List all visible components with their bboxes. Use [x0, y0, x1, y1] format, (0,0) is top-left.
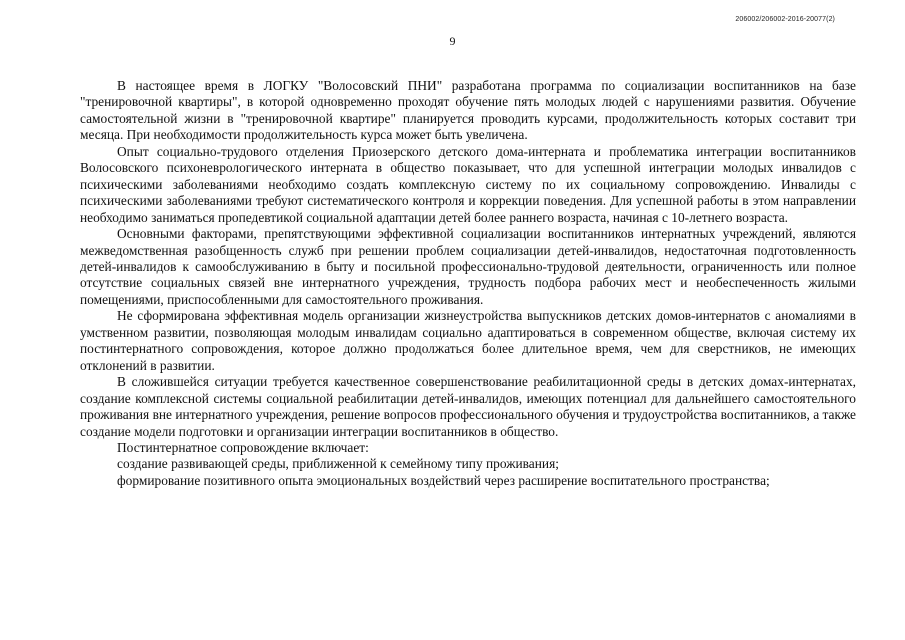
document-id: 206002/206002-2016-20077(2) — [735, 16, 835, 23]
page-number: 9 — [449, 34, 456, 48]
paragraph-experience: Опыт социально-трудового отделения Приозерского детского дома-интерната и проблематика интеграции воспитанников Волосовского психоневрологического интерната в общество показывает, что для успешной интеграции молодых инвалидов с психическими заболеваниями необходимо создать комплексную систему по их социальному сопровождению. Инвалиды с психическими заболеваниями требуют систематического контроля и коррекции поведения. Для успешной работы в этом направлении необходимо заниматься пропедевтикой социальной адаптации детей более раннего возраста, начиная с 10-летнего возраста. — [80, 143, 856, 225]
document-body — [80, 78, 856, 489]
list-item: создание развивающей среды, приближенной к семейному типу проживания; — [117, 456, 559, 472]
paragraph-support-intro: Постинтернатное сопровождение включает: — [117, 439, 369, 455]
paragraph-situation: В сложившейся ситуации требуется качественное совершенствование реабилитационной среды в детских домах-интернатах, создание комплексной системы социальной реабилитации детей-инвалидов, имеющих потенциал для дальнейшего самостоятельного проживания вне интернатного учреждения, решение вопросов профессионального обучения и трудоустройства воспитанников, а также создание модели подготовки и организации интеграции воспитанников в общество. — [80, 374, 856, 439]
paragraph-model: Не сформирована эффективная модель организации жизнеустройства выпускников детских домов-интернатов с аномалиями в умственном развитии, позволяющая молодым инвалидам социально адаптироваться в современном обществе, включая систему их постинтернатного сопровождения, которое должно продолжаться более длительное время, чем для сверстников, не имеющих отклонений в развитии. — [80, 308, 856, 373]
paragraph-training-apartment: В настоящее время в ЛОГКУ "Волосовский ПНИ" разработана программа по социализации воспитанников на базе "тренировочной квартиры", в которой одновременно проходят обучение пять молодых людей с нарушениями развития. Обучение самостоятельной жизни в "тренировочной квартире" планируется проводить курсами, продолжительность которых составит три месяца. При необходимости продолжительность курса может быть увеличена. — [80, 78, 856, 143]
list-item: формирование позитивного опыта эмоциональных воздействий через расширение воспитательного пространства; — [117, 472, 770, 488]
paragraph-factors: Основными факторами, препятствующими эффективной социализации воспитанников интернатных учреждений, являются межведомственная разобщенность служб при решении проблем социализации детей-инвалидов, недостаточная подготовленность детей-инвалидов к самообслуживанию в быту и посильной профессионально-трудовой деятельности, ограниченность или полное отсутствие социальных связей вне интернатного учреждения, трудность подбора рабочих мест и необеспеченность жилыми помещениями, приспособленными для самостоятельного проживания. — [80, 226, 856, 307]
